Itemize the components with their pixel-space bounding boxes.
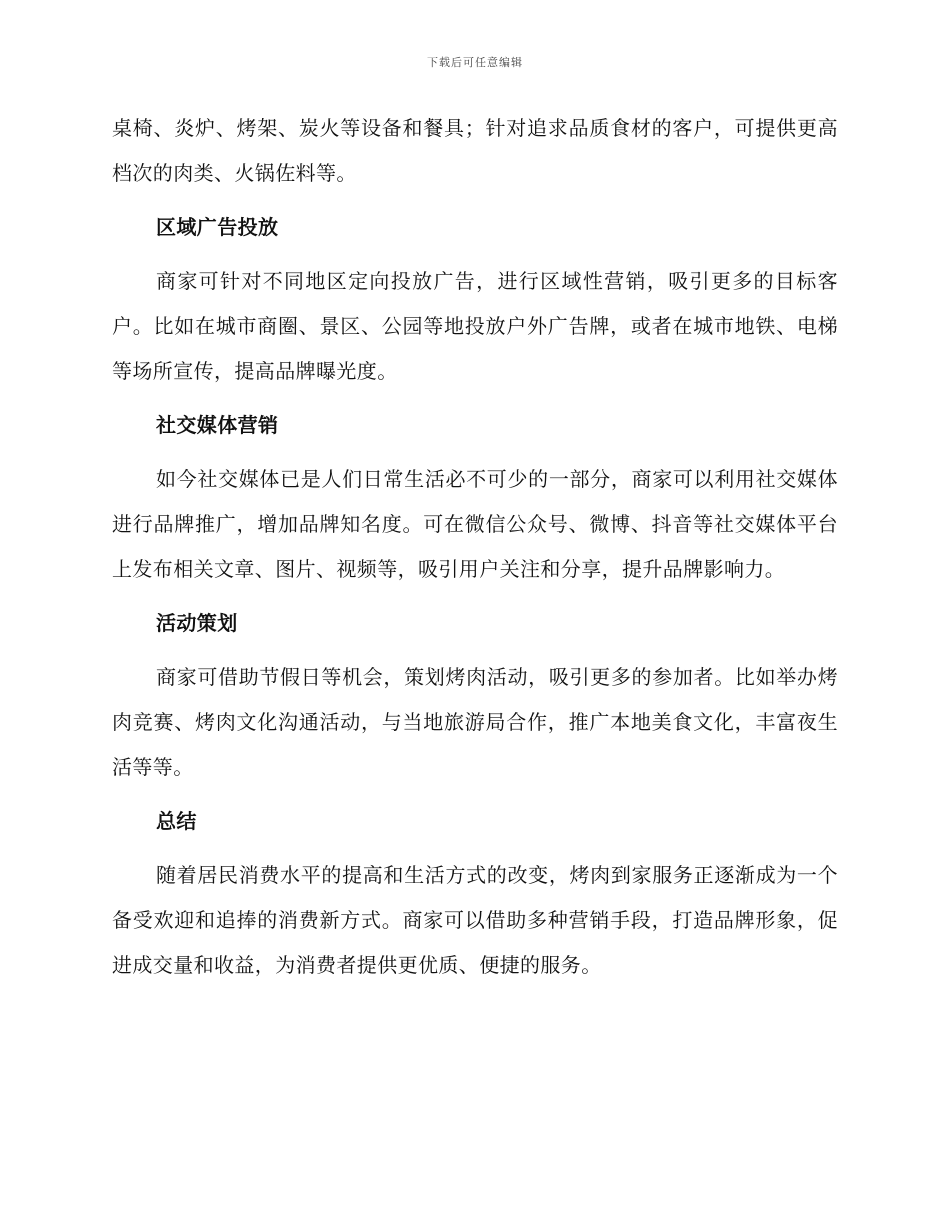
paragraph-event-planning: 商家可借助节假日等机会，策划烤肉活动，吸引更多的参加者。比如举办烤肉竞赛、烤肉文化沟通活动，与当地旅游局合作，推广本地美食文化，丰富夜生活等等。	[112, 665, 838, 779]
section-heading-social-media: 社交媒体营销	[156, 413, 279, 437]
header-note: 下载后可任意编辑	[427, 56, 523, 69]
paragraph-regional-ads: 商家可针对不同地区定向投放广告，进行区域性营销，吸引更多的目标客户。比如在城市商圈、景区、公园等地投放户外广告牌，或者在城市地铁、电梯等场所宣传，提高品牌曝光度。	[112, 269, 838, 383]
paragraph-social-media: 如今社交媒体已是人们日常生活必不可少的一部分，商家可以利用社交媒体进行品牌推广，增加品牌知名度。可在微信公众号、微博、抖音等社交媒体平台上发布相关文章、图片、视频等，吸引用户关注和分享，提升品牌影响力。	[112, 467, 838, 581]
paragraph-summary: 随着居民消费水平的提高和生活方式的改变，烤肉到家服务正逐渐成为一个备受欢迎和追捧的消费新方式。商家可以借助多种营销手段，打造品牌形象，促进成交量和收益，为消费者提供更优质、便捷的服务。	[112, 863, 838, 977]
continued-paragraph: 桌椅、炎炉、烤架、炭火等设备和餐具；针对追求品质食材的客户，可提供更高档次的肉类、火锅佐料等。	[112, 116, 838, 185]
document-body	[112, 106, 838, 988]
section-heading-regional-ads: 区域广告投放	[156, 215, 279, 239]
section-heading-event-planning: 活动策划	[156, 611, 238, 635]
section-heading-summary: 总结	[156, 809, 197, 833]
